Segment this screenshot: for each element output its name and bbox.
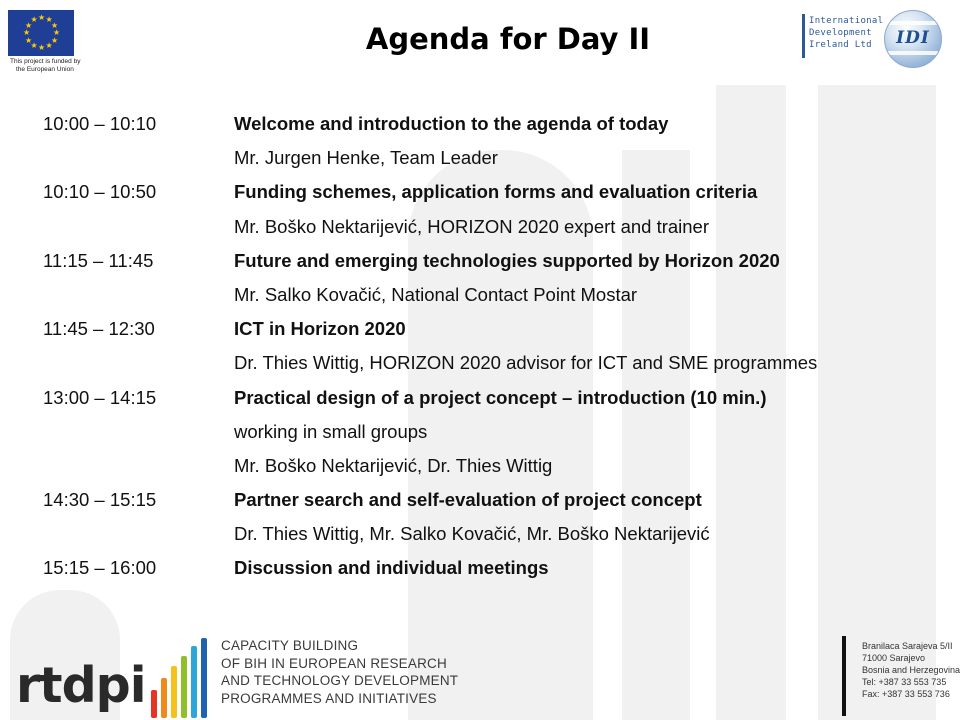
idi-logo-rule	[802, 14, 805, 58]
color-bar	[151, 690, 157, 718]
idi-logo-text	[809, 15, 883, 51]
agenda-session-title: Future and emerging technologies supported by Horizon 2020	[234, 249, 780, 271]
idi-monogram: IDI	[896, 28, 930, 48]
agenda-time: 14:30 – 15:15	[43, 489, 157, 511]
eu-star-icon: ★	[45, 15, 53, 24]
rtdpi-logo: rtdpi	[16, 657, 146, 714]
agenda-item	[43, 317, 923, 351]
agenda-item	[43, 556, 923, 590]
agenda-detail-row	[43, 454, 923, 488]
agenda-session-title: Discussion and individual meetings	[234, 557, 549, 579]
idi-logo-line: International	[809, 16, 884, 26]
eu-star-icon: ★	[23, 28, 31, 37]
agenda-speaker: working in small groups	[234, 420, 428, 442]
eu-star-icon: ★	[38, 43, 46, 52]
agenda-speaker: Mr. Boško Nektarijević, HORIZON 2020 expert and trainer	[234, 215, 710, 237]
agenda-speaker: Dr. Thies Wittig, HORIZON 2020 advisor for ICT and SME programmes	[234, 352, 818, 374]
eu-star-icon: ★	[25, 20, 33, 30]
eu-funding-caption	[10, 58, 100, 74]
agenda-detail-row	[43, 146, 923, 180]
agenda-session-title: Welcome and introduction to the agenda of today	[234, 113, 669, 134]
idi-logo	[802, 10, 942, 64]
agenda-detail-row	[43, 283, 923, 317]
agenda-time: 10:10 – 10:50	[43, 181, 157, 203]
color-bar	[181, 656, 187, 718]
footer-tagline-line: OF BIH IN EUROPEAN RESEARCH	[221, 655, 447, 671]
footer-address	[862, 640, 960, 700]
eu-star-icon: ★	[25, 35, 33, 45]
idi-logo-line: Development	[809, 28, 872, 38]
address-line: Fax: +387 33 553 736	[862, 689, 950, 699]
agenda-time: 11:45 – 12:30	[43, 318, 155, 340]
idi-logo-line: Ireland Ltd	[809, 40, 872, 50]
agenda-detail-row	[43, 351, 923, 385]
agenda-item	[43, 112, 923, 146]
agenda-item	[43, 180, 923, 214]
eu-star-icon: ★	[50, 35, 59, 45]
agenda-item	[43, 488, 923, 522]
footer-tagline-line: AND TECHNOLOGY DEVELOPMENT	[221, 673, 459, 688]
agenda-item	[43, 386, 923, 420]
eu-star-icon: ★	[50, 20, 59, 30]
agenda-session-title: Funding schemes, application forms and evaluation criteria	[234, 181, 758, 203]
agenda-time: 13:00 – 14:15	[43, 386, 157, 408]
address-line: Tel: +387 33 553 735	[862, 677, 947, 687]
rtdpi-color-bars	[151, 638, 213, 718]
agenda-session-title: ICT in Horizon 2020	[234, 318, 406, 340]
agenda-detail-row	[43, 522, 923, 556]
agenda-item	[43, 249, 923, 283]
color-bar	[161, 678, 167, 718]
agenda-session-title: Practical design of a project concept – introduction (10 min.)	[234, 386, 767, 408]
idi-globe-icon	[884, 10, 942, 68]
color-bar	[191, 646, 197, 718]
eu-star-icon: ★	[30, 15, 38, 24]
page-title: Agenda for Day II	[365, 22, 651, 56]
agenda-detail-row	[43, 215, 923, 249]
agenda-list	[43, 112, 923, 591]
eu-star-icon: ★	[45, 40, 53, 50]
footer-tagline	[221, 637, 458, 707]
address-line: 71000 Sarajevo	[862, 653, 926, 663]
eu-star-icon: ★	[30, 40, 38, 50]
agenda-speaker: Mr. Boško Nektarijević, Dr. Thies Wittig	[234, 454, 553, 476]
agenda-time: 15:15 – 16:00	[43, 557, 157, 579]
footer-tagline-line: CAPACITY BUILDING	[221, 638, 359, 653]
agenda-time: 10:00 – 10:10	[43, 113, 157, 134]
footer-divider	[842, 636, 846, 716]
color-bar	[201, 638, 207, 718]
address-line: Bosnia and Herzegovina	[862, 665, 960, 675]
eu-star-icon: ★	[38, 13, 46, 22]
color-bar	[171, 666, 177, 718]
agenda-speaker: Mr. Jurgen Henke, Team Leader	[234, 147, 498, 169]
eu-caption-line: This project is funded by	[10, 58, 81, 65]
agenda-speaker: Mr. Salko Kovačić, National Contact Point Mostar	[234, 283, 638, 305]
eu-caption-line: the European Union	[16, 66, 74, 73]
agenda-detail-row	[43, 420, 923, 454]
agenda-time: 11:15 – 11:45	[43, 249, 154, 271]
agenda-speaker: Dr. Thies Wittig, Mr. Salko Kovačić, Mr. Boško Nektarijević	[234, 523, 710, 545]
footer-tagline-line: PROGRAMMES AND INITIATIVES	[221, 690, 437, 706]
agenda-session-title: Partner search and self-evaluation of project concept	[234, 489, 702, 511]
address-line: Branilaca Sarajeva 5/II	[862, 641, 953, 651]
eu-star-icon: ★	[53, 28, 61, 37]
